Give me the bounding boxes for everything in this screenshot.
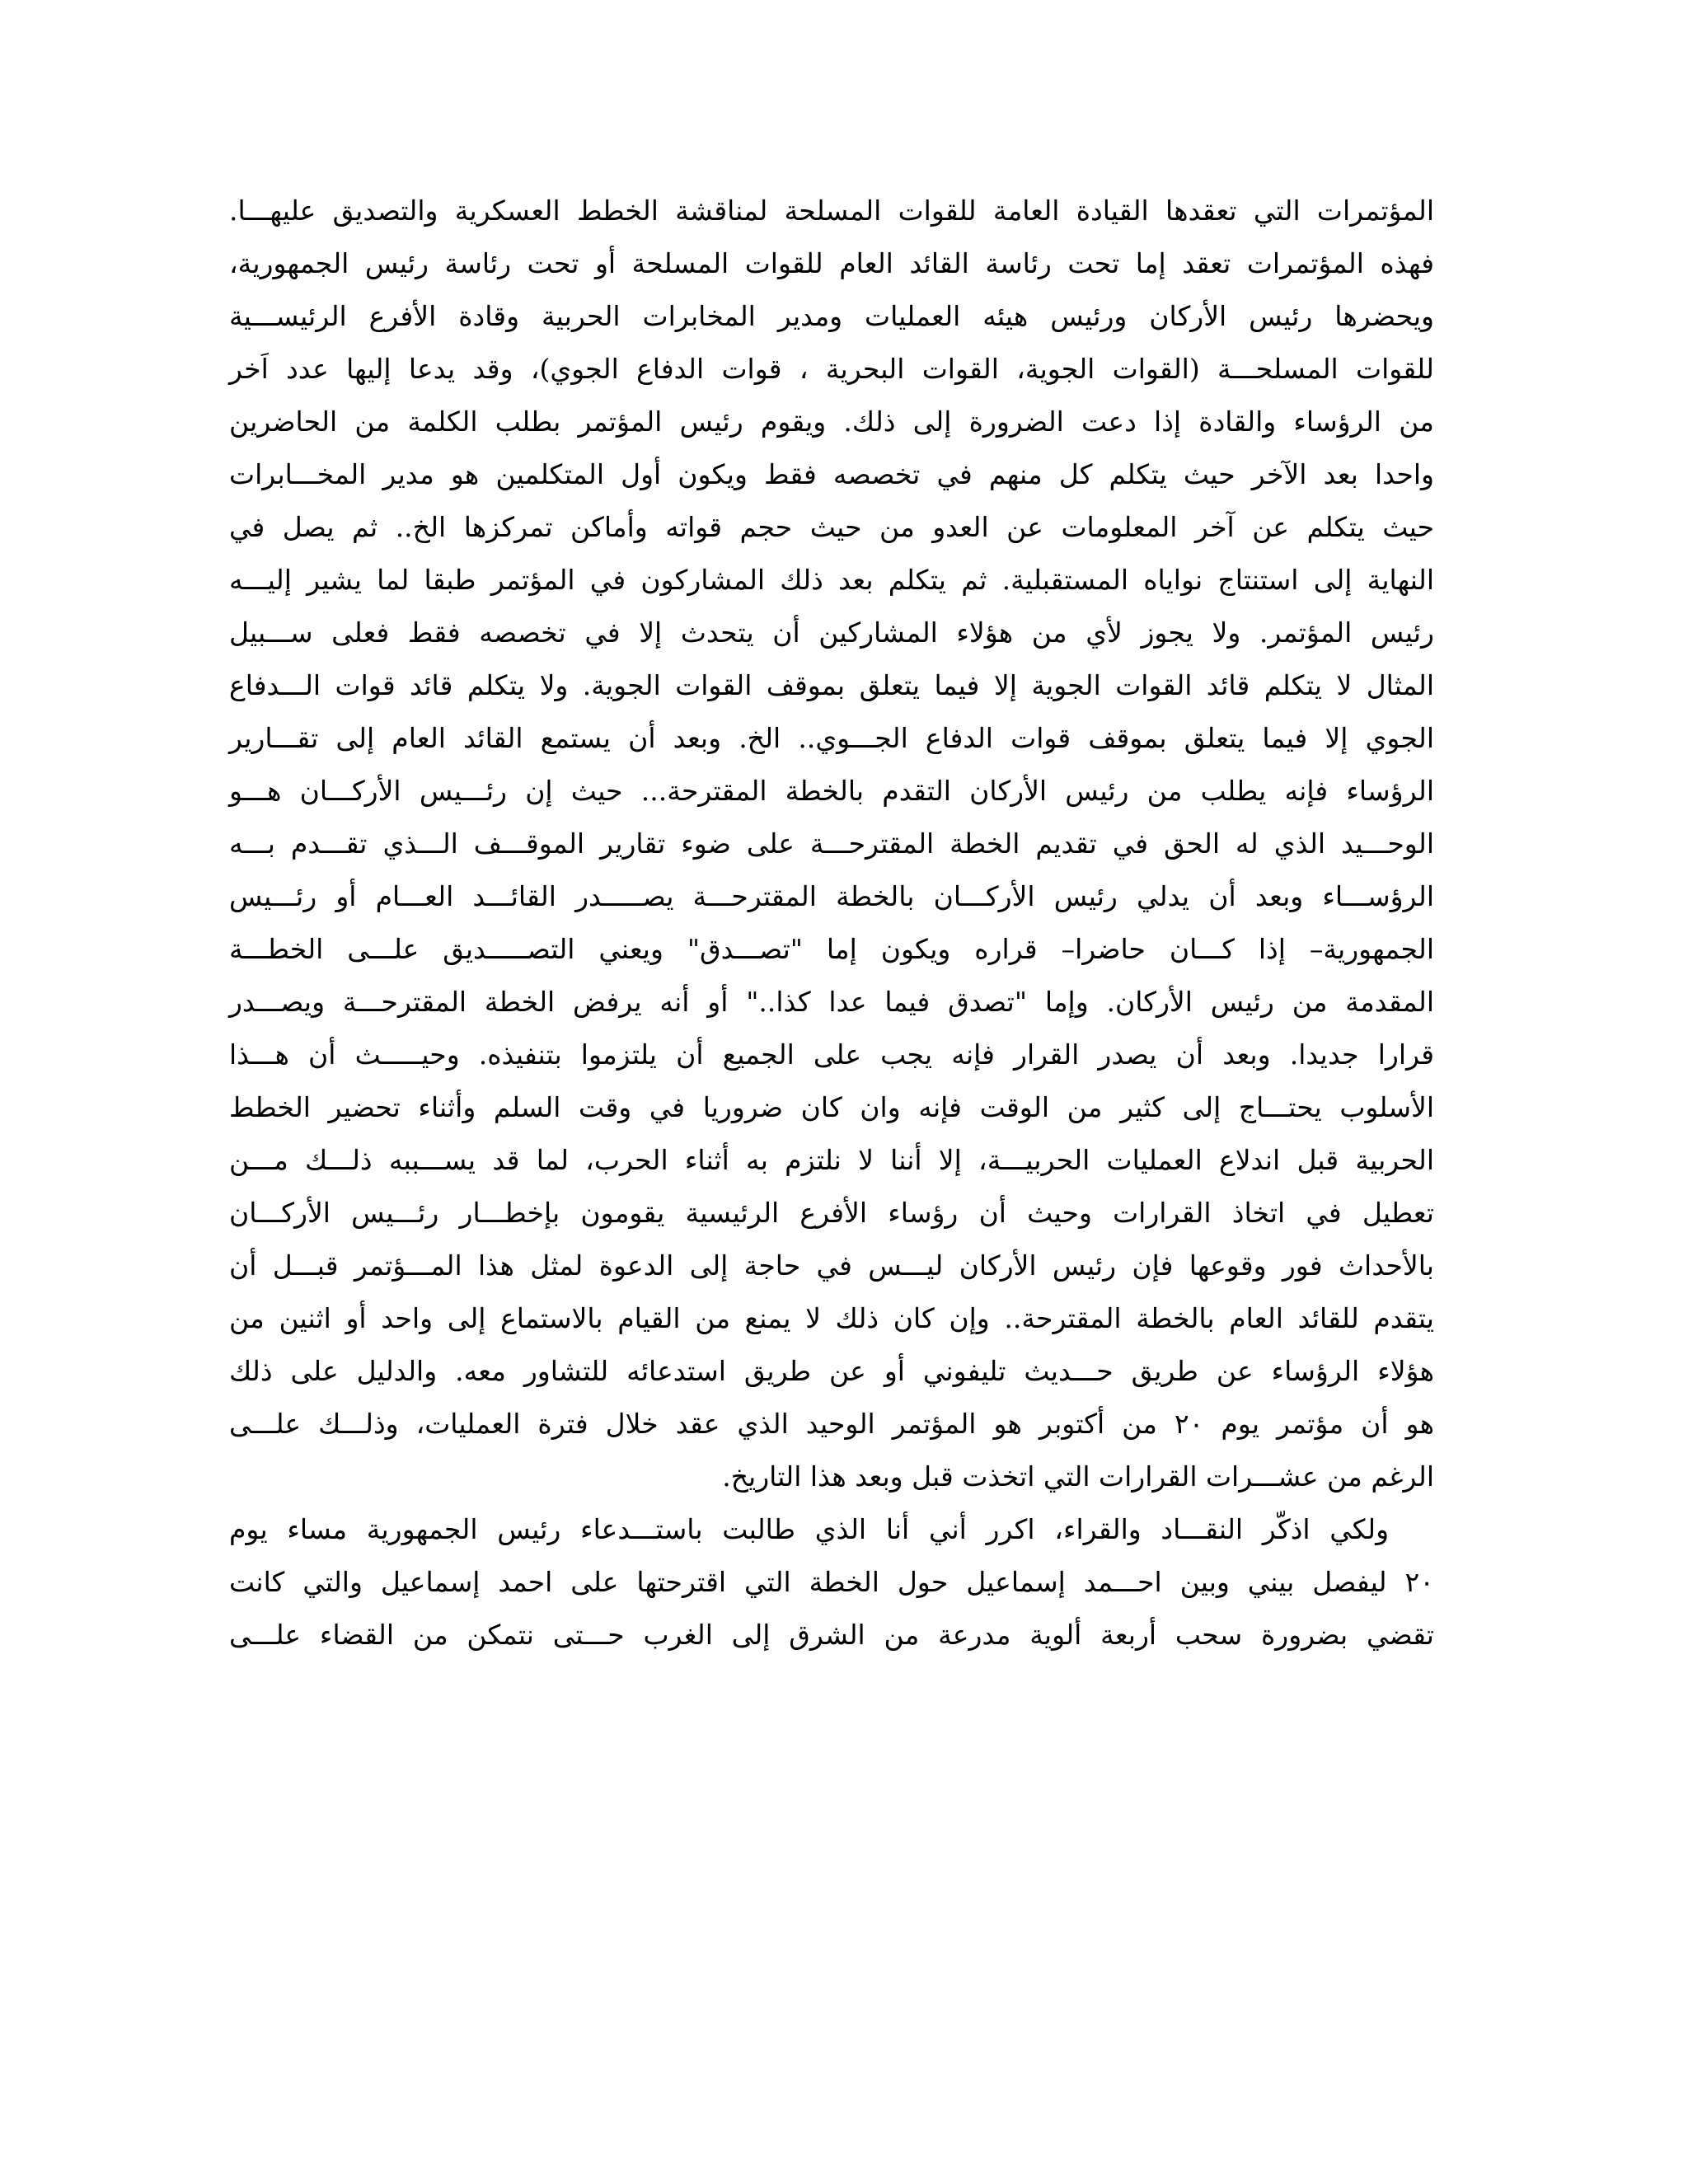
text-line: ويحضرها رئيس الأركان ورئيس هيئه العمليات ومدير المخابرات الحربية وقادة الأفرع الرئيســـية — [229, 300, 1434, 332]
text-line: من الرؤساء والقادة إذا دعت الضرورة إلى ذلك. ويقوم رئيس المؤتمر بطلب الكلمة من الحاضرين — [229, 405, 1434, 438]
text-line: الرؤساء فإنه يطلب من رئيس الأركان التقدم بالخطة المقترحة... حيث إن رئـــيس الأركـــان هـــو — [229, 775, 1434, 807]
text-line: فهذه المؤتمرات تعقد إما تحت رئاسة القائد العام للقوات المسلحة أو تحت رئاسة رئيس الجمهورية، — [229, 247, 1434, 279]
text-line: بالأحداث فور وقوعها فإن رئيس الأركان ليـــس في حاجة إلى الدعوة لمثل هذا المـــؤتمر قبـــل أن — [229, 1249, 1434, 1282]
text-line: رئيس المؤتمر. ولا يجوز لأي من هؤلاء المشاركين أن يتحدث إلا في تخصصه فقط فعلى ســـبيل — [229, 616, 1434, 649]
text-line: يتقدم للقائد العام بالخطة المقترحة.. وإن كان ذلك لا يمنع من القيام بالاستماع إلى واحد أو اثنين من — [229, 1302, 1434, 1334]
text-line: هؤلاء الرؤساء عن طريق حـــديث تليفوني أو عن طريق استدعائه للتشاور معه. والدليل على ذلك — [229, 1355, 1434, 1387]
text-line: المؤتمرات التي تعقدها القيادة العامة للقوات المسلحة لمناقشة الخطط العسكرية والتصديق عليهـــا. — [229, 194, 1434, 227]
text-line: قرارا جديدا. وبعد أن يصدر القرار فإنه يجب على الجميع أن يلتزموا بتنفيذه. وحيـــــث أن هـــذا — [229, 1038, 1434, 1071]
text-line: الجمهورية– إذا كـــان حاضرا– قراره ويكون إما "تصـــدق" ويعني التصـــــديق علـــى الخطـــة — [229, 933, 1434, 965]
text-line: الجوي إلا فيما يتعلق بموقف قوات الدفاع الجـــوي.. الخ. وبعد أن يستمع القائد العام إلى تقـــارير — [229, 722, 1434, 754]
text-line: ولكي اذكّر النقـــاد والقراء، اكرر أني أنا الذي طالبت باستـــدعاء رئيس الجمهورية مساء يوم — [229, 1513, 1389, 1545]
text-line: حيث يتكلم عن آخر المعلومات عن العدو من حيث حجم قواته وأماكن تمركزها الخ.. ثم يصل في — [229, 511, 1434, 543]
text-line: هو أن مؤتمر يوم ٢٠ من أكتوبر هو المؤتمر الوحيد الذي عقد خلال فترة العمليات، وذلـــك علـــى — [229, 1408, 1434, 1440]
text-line: الحربية قبل اندلاع العمليات الحربيـــة، إلا أننا لا نلتزم به أثناء الحرب، لما قد يســـببه ذلـــك مـــن — [229, 1144, 1434, 1176]
body-text — [229, 185, 1434, 1661]
text-line: المقدمة من رئيس الأركان. وإما "تصدق فيما عدا كذا.." أو أنه يرفض الخطة المقترحـــة ويصـــدر — [229, 986, 1434, 1018]
text-line: الأسلوب يحتـــاج إلى كثير من الوقت فإنه وان كان ضروريا في وقت السلم وأثناء تحضير الخطط — [229, 1091, 1434, 1123]
text-line: الرغم من عشـــرات القرارات التي اتخذت قبل وبعد هذا التاريخ. — [722, 1460, 1434, 1493]
text-line: النهاية إلى استنتاج نواياه المستقبلية. ثم يتكلم بعد ذلك المشاركون في المؤتمر طبقا لما يشير إليـــه — [229, 564, 1434, 596]
text-line: الرؤســـاء وبعد أن يدلي رئيس الأركـــان بالخطة المقترحـــة يصـــــدر القائـــد العـــام أو رئـــيس — [229, 880, 1434, 912]
text-line: تقضي بضرورة سحب أربعة ألوية مدرعة من الشرق إلى الغرب حـــتى نتمكن من القضاء علـــى — [229, 1619, 1434, 1651]
text-line: ٢٠ ليفصل بيني وبين احـــمد إسماعيل حول الخطة التي اقترحتها على احمد إسماعيل والتي كانت — [229, 1566, 1434, 1598]
text-line: المثال لا يتكلم قائد القوات الجوية إلا فيما يتعلق بموقف القوات الجوية. ولا يتكلم قائد قوات الـــدفاع — [229, 669, 1434, 701]
text-line: للقوات المسلحـــة (القوات الجوية، القوات البحرية ، قوات الدفاع الجوي)، وقد يدعا إليها عدد اَخر — [229, 353, 1434, 385]
text-line: الوحـــيد الذي له الحق في تقديم الخطة المقترحـــة على ضوء تقارير الموقـــف الـــذي تقـــدم بـــه — [229, 827, 1434, 860]
text-line: تعطيل في اتخاذ القرارات وحيث أن رؤساء الأفرع الرئيسية يقومون بإخطـــار رئـــيس الأركـــان — [229, 1197, 1434, 1229]
text-line: واحدا بعد الآخر حيث يتكلم كل منهم في تخصصه فقط ويكون أول المتكلمين هو مدير المخـــابرات — [229, 458, 1434, 490]
